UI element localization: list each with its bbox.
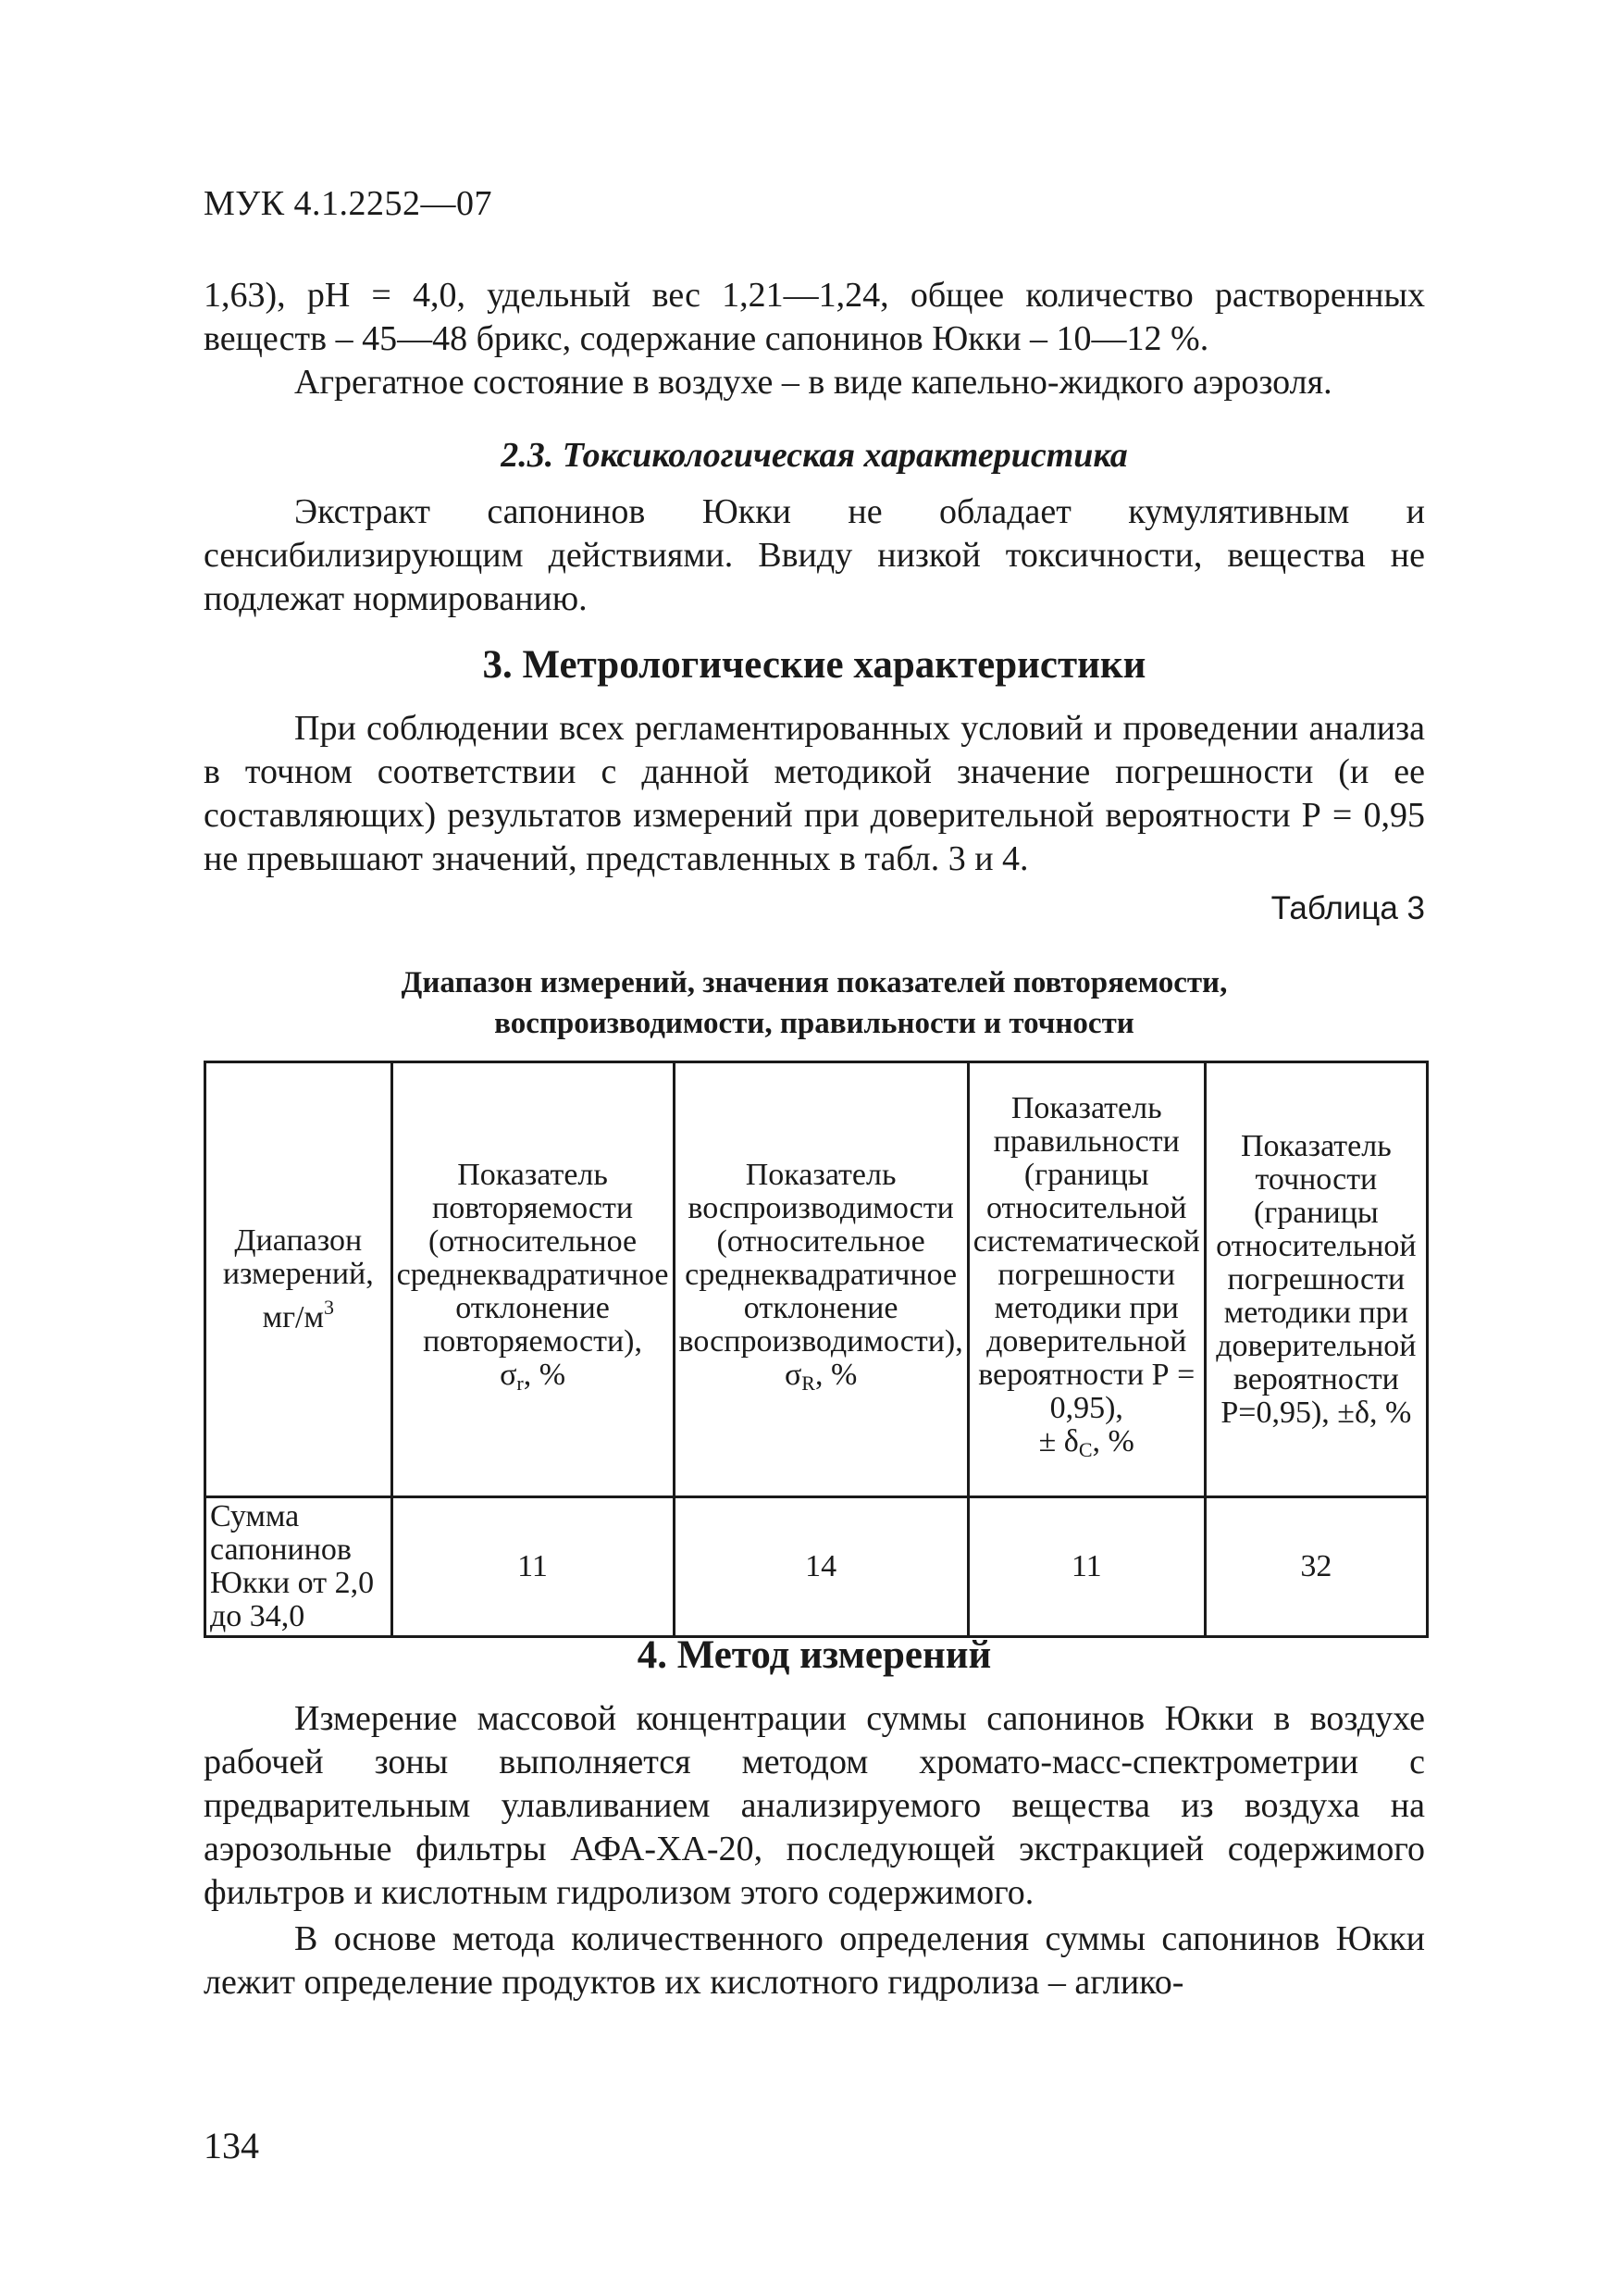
table-3-title-line-1: Диапазон измерений, значения показателей повторяемости, bbox=[401, 966, 1228, 999]
metrology-table bbox=[204, 1061, 1429, 1638]
table-3-title-line-2: воспроизводимости, правильности и точности bbox=[494, 1007, 1134, 1040]
table-row bbox=[205, 1497, 1428, 1637]
header-repeatability bbox=[391, 1062, 674, 1497]
header-reproducibility bbox=[674, 1062, 968, 1497]
document-code-header: МУК 4.1.2252—07 bbox=[204, 184, 493, 223]
section-4-title: 4. Метод измерений bbox=[637, 1633, 992, 1677]
page-number: 134 bbox=[204, 2125, 259, 2166]
table-3-label: Таблица 3 bbox=[1270, 890, 1425, 926]
section-3-title: 3. Метрологические характеристики bbox=[482, 643, 1146, 687]
header-range bbox=[205, 1062, 392, 1497]
header-range-sup: 3 bbox=[324, 1296, 335, 1319]
aggregate-state-paragraph: Агрегатное состояние в воздухе – в виде капельно-жидкого аэрозоля. bbox=[294, 363, 1332, 402]
header-accuracy bbox=[1205, 1062, 1427, 1497]
section-2-3-body: Экстракт сапонинов Юкки не обладает кумулятивным и сенсибилизирующим действиями. Ввиду низкой токсичности, вещества не подлежат нормированию. bbox=[204, 492, 1425, 618]
cell-range: Сумма сапонинов Юкки от 2,0 до 34,0 bbox=[205, 1497, 392, 1637]
header-reproducibility-unit: , % bbox=[814, 1358, 858, 1392]
header-correctness-symbol: ± δ bbox=[1038, 1424, 1079, 1458]
header-correctness-text: Показатель правильности (границы относительной систематической погрешности методики при доверительной вероятности Р = 0,95), bbox=[973, 1091, 1200, 1425]
cell-accuracy: 32 bbox=[1205, 1497, 1427, 1637]
cell-reproducibility: 14 bbox=[674, 1497, 968, 1637]
table-header-row bbox=[205, 1062, 1428, 1497]
header-reproducibility-symbol: σ bbox=[784, 1358, 802, 1392]
header-correctness-unit: , % bbox=[1092, 1424, 1134, 1458]
header-reproducibility-sub: R bbox=[801, 1371, 815, 1395]
header-repeatability-sub: r bbox=[516, 1371, 524, 1395]
header-correctness-sub: С bbox=[1078, 1438, 1093, 1461]
header-reproducibility-text: Показатель воспроизводимости (относительное среднеквадратичное отклонение воспроизводимости), bbox=[678, 1158, 963, 1359]
intro-paragraph: 1,63), pH = 4,0, удельный вес 1,21—1,24, общее количество растворенных веществ – 45—48 брикс, содержание сапонинов Юкки – 10—12 %. bbox=[204, 276, 1425, 358]
cell-repeatability: 11 bbox=[391, 1497, 674, 1637]
header-range-text: Диапазон измерений, мг/м bbox=[222, 1223, 374, 1334]
section-2-3-title: 2.3. Токсикологическая характеристика bbox=[501, 436, 1128, 475]
header-repeatability-unit: , % bbox=[523, 1358, 566, 1392]
header-accuracy-text: Показатель точности (границы относительной погрешности методики при доверительной вероятности Р=0,95), ±δ, % bbox=[1216, 1128, 1417, 1430]
cell-correctness: 11 bbox=[968, 1497, 1205, 1637]
section-4-paragraph-2: В основе метода количественного определения суммы сапонинов Юкки лежит определение продуктов их кислотного гидролиза – аглико- bbox=[204, 1919, 1425, 2002]
section-3-body: При соблюдении всех регламентированных условий и проведении анализа в точном соответствии с данной методикой значение погрешности (и ее составляющих) результатов измерений при доверительной вероятности Р = 0,95 не превышают значений, представленных в табл. 3 и 4. bbox=[204, 709, 1425, 878]
section-4-paragraph-1: Измерение массовой концентрации суммы сапонинов Юкки в воздухе рабочей зоны выполняется методом хромато-масс-спектрометрии с предварительным улавливанием анализируемого вещества из воздуха на аэрозольные фильтры АФА-ХА-20, последующей экстракцией содержимого фильтров и кислотным гидролизом этого содержимого. bbox=[204, 1699, 1425, 1912]
header-repeatability-symbol: σ bbox=[500, 1358, 517, 1392]
header-repeatability-text: Показатель повторяемости (относительное среднеквадратичное отклонение повторяемости), bbox=[396, 1158, 669, 1359]
header-correctness bbox=[968, 1062, 1205, 1497]
table-3-title bbox=[204, 962, 1425, 1044]
